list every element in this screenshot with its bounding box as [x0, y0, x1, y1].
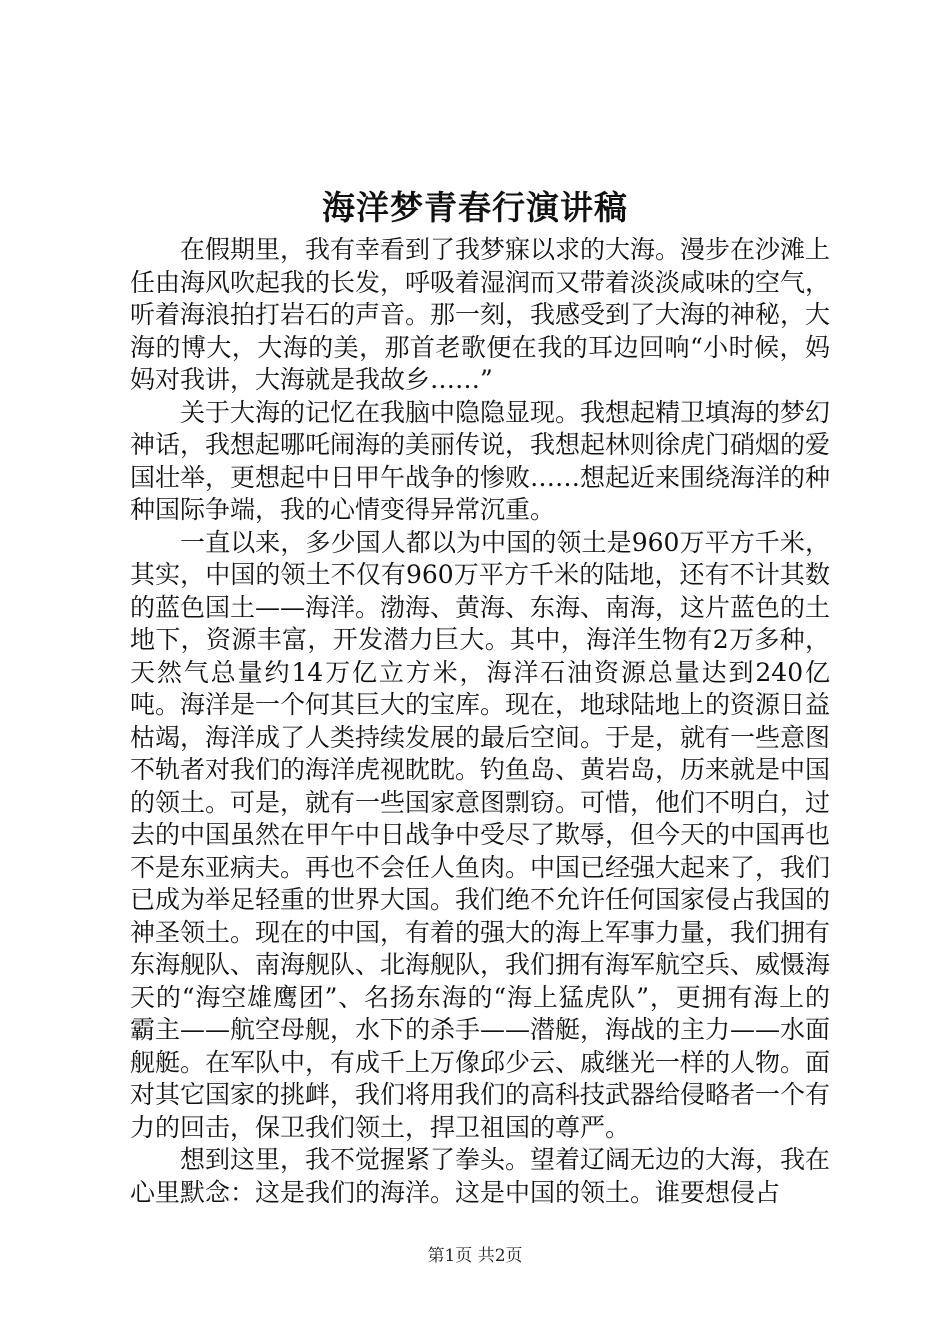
- paragraph-1: 在假期里，我有幸看到了我梦寐以求的大海。漫步在沙滩上任由海风吹起我的长发，呼吸着湿润而又带着淡淡咸味的空气，听着海浪拍打岩石的声音。那一刻，我感受到了大海的神秘，大海的博大，大海的美，那首老歌便在我的耳边回响“小时候，妈妈对我讲，大海就是我故乡……”: [130, 235, 831, 394]
- document-title: 海洋梦青春行演讲稿: [322, 188, 628, 227]
- document-body: [130, 234, 831, 1207]
- page-number: 第1页 共2页: [427, 1246, 523, 1266]
- paragraph-2: 关于大海的记忆在我脑中隐隐显现。我想起精卫填海的梦幻神话，我想起哪吒闹海的美丽传说，我想起林则徐虎门硝烟的爱国壮举，更想起中日甲午战争的惨败……想起近来围绕海洋的种种国际争端，我的心情变得异常沉重。: [130, 397, 831, 524]
- paragraph-3: 一直以来，多少国人都以为中国的领土是960万平方千米，其实，中国的领土不仅有960万平方千米的陆地，还有不计其数的蓝色国土——海洋。渤海、黄海、东海、南海，这片蓝色的土地下，资源丰富，开发潜力巨大。其中，海洋生物有2万多种，天然气总量约14万亿立方米，海洋石油资源总量达到240亿吨。海洋是一个何其巨大的宝库。现在，地球陆地上的资源日益枯竭，海洋成了人类持续发展的最后空间。于是，就有一些意图不轨者对我们的海洋虎视眈眈。钓鱼岛、黄岩岛，历来就是中国的领土。可是，就有一些国家意图剽窃。可惜，他们不明白，过去的中国虽然在甲午中日战争中受尽了欺辱，但今天的中国再也不是东亚病夫。再也不会任人鱼肉。中国已经强大起来了，我们已成为举足轻重的世界大国。我们绝不允许任何国家侵占我国的神圣领土。现在的中国，有着的强大的海上军事力量，我们拥有东海舰队、南海舰队、北海舰队，我们拥有海军航空兵、威慑海天的“海空雄鹰团”、名扬东海的“海上猛虎队”，更拥有海上的霸主——航空母舰，水下的杀手——潜艇，海战的主力——水面舰艇。在军队中，有成千上万像邱少云、戚继光一样的人物。面对其它国家的挑衅，我们将用我们的高科技武器给侵略者一个有力的回击，保卫我们领土，捍卫祖国的尊严。: [130, 527, 831, 1142]
- paragraph-4: 想到这里，我不觉握紧了拳头。望着辽阔无边的大海，我在心里默念：这是我们的海洋。这是中国的领土。谁要想侵占: [130, 1145, 831, 1207]
